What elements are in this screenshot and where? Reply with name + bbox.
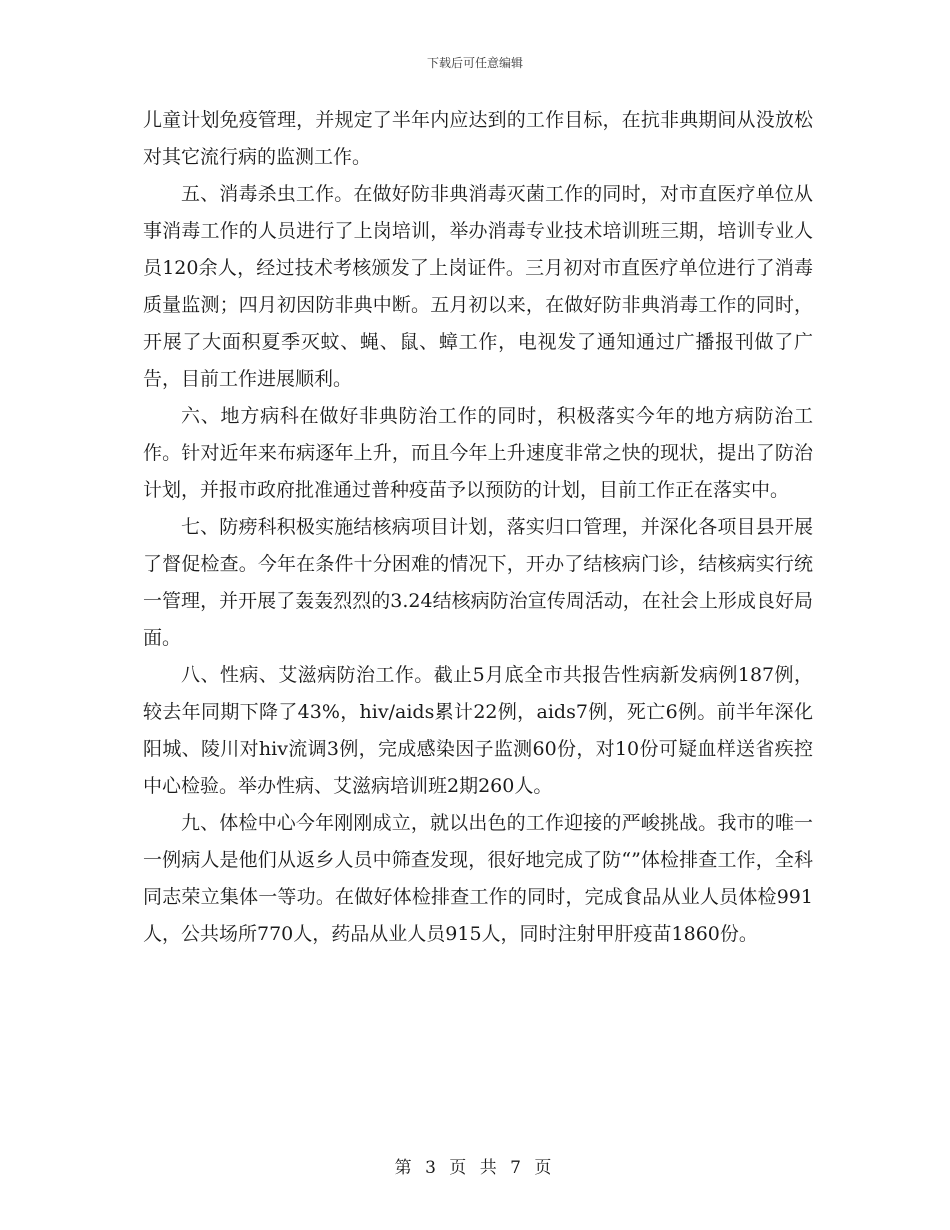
paragraph-physical-exam: 九、体检中心今年刚刚成立，就以出色的工作迎接的严峻挑战。我市的唯一一例病人是他们从返乡人员中筛查发现，很好地完成了防“”体检排查工作，全科同志荣立集体一等功。在做好体检排查工作的同时，完成食品从业人员体检991人，公共场所770人，药品从业人员915人，同时注射甲肝疫苗1860份。	[143, 812, 813, 945]
paragraph-continuation: 儿童计划免疫管理，并规定了半年内应达到的工作目标，在抗非典期间从没放松对其它流行病的监测工作。	[143, 109, 813, 168]
paragraph-tuberculosis: 七、防痨科积极实施结核病项目计划，落实归口管理，并深化各项目县开展了督促检查。今年在条件十分困难的情况下，开办了结核病门诊，结核病实行统一管理，并开展了轰轰烈烈的3.24结核病防治宣传周活动，在社会上形成良好局面。	[143, 516, 813, 649]
page-header: 下载后可任意编辑	[426, 56, 523, 70]
page-footer: 第 3 页 共 7 页	[394, 1158, 556, 1178]
paragraph-std-aids: 八、性病、艾滋病防治工作。截止5月底全市共报告性病新发病例187例，较去年同期下降了43%，hiv/aids累计22例，aids7例，死亡6例。前半年深化阳城、陵川对hiv流调3例，完成感染因子监测60份，对10份可疑血样送省疾控中心检验。举办性病、艾滋病培训班2期260人。	[143, 664, 813, 797]
document-body	[143, 102, 813, 953]
paragraph-endemic-disease: 六、地方病科在做好非典防治工作的同时，积极落实今年的地方病防治工作。针对近年来布病逐年上升，而且今年上升速度非常之快的现状，提出了防治计划，并报市政府批准通过普种疫苗予以预防的计划，目前工作正在落实中。	[143, 405, 813, 501]
paragraph-disinfection: 五、消毒杀虫工作。在做好防非典消毒灭菌工作的同时，对市直医疗单位从事消毒工作的人员进行了上岗培训，举办消毒专业技术培训班三期，培训专业人员120余人，经过技术考核颁发了上岗证件。三月初对市直医疗单位进行了消毒质量监测；四月初因防非典中断。五月初以来，在做好防非典消毒工作的同时，开展了大面积夏季灭蚊、蝇、鼠、蟑工作，电视发了通知通过广播报刊做了广告，目前工作进展顺利。	[143, 183, 813, 390]
